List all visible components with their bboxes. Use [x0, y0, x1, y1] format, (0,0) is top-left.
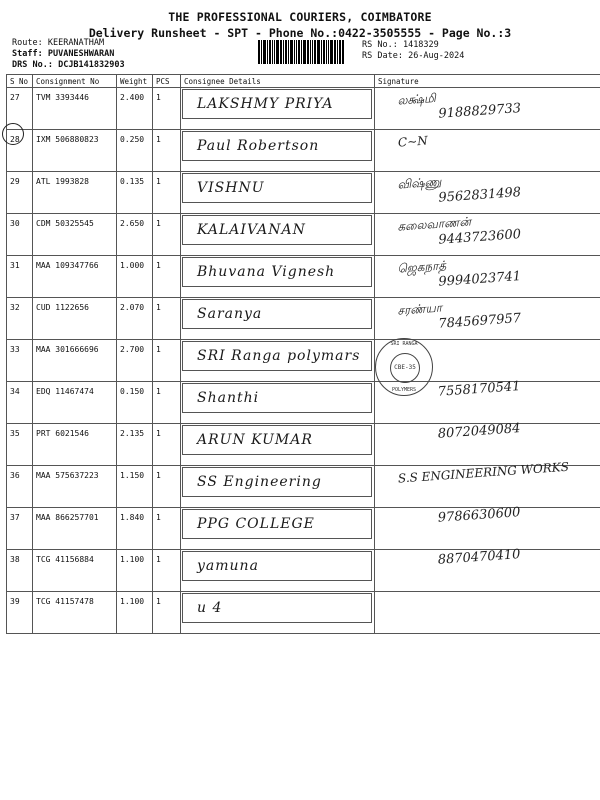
consignee-handwriting: Saranya [197, 306, 263, 322]
cell-consignment-no: MAA 109347766 [33, 256, 117, 298]
cell-consignee [181, 424, 375, 466]
cell-sno: 33 [7, 340, 33, 382]
cell-weight: 0.150 [117, 382, 153, 424]
cell-weight: 2.070 [117, 298, 153, 340]
stamp-top-text: SRI RANGA [390, 341, 418, 347]
cell-sno: 36 [7, 466, 33, 508]
cell-sno: 32 [7, 298, 33, 340]
cell-consignee [181, 130, 375, 172]
cell-consignee [181, 592, 375, 634]
cell-sno: 35 [7, 424, 33, 466]
cell-pcs: 1 [153, 256, 181, 298]
cell-consignment-no: ATL 1993828 [33, 172, 117, 214]
barcode [258, 40, 358, 64]
cell-pcs: 1 [153, 592, 181, 634]
cell-weight: 2.400 [117, 88, 153, 130]
consignee-box [182, 509, 372, 539]
consignee-handwriting: Bhuvana Vignesh [197, 264, 336, 280]
cell-consignee [181, 88, 375, 130]
cell-weight: 2.135 [117, 424, 153, 466]
consignee-handwriting: yamuna [197, 558, 259, 574]
cell-sno: 38 [7, 550, 33, 592]
signature-text: S.S ENGINEERING WORKS [397, 459, 570, 486]
route-value: KEERANATHAM [47, 38, 105, 48]
cell-sno: 34 [7, 382, 33, 424]
staff-value: PUVANESHWARAN [47, 49, 115, 59]
cell-weight: 2.650 [117, 214, 153, 256]
cell-weight: 1.100 [117, 550, 153, 592]
signature-text: லக்ஷ்மி [396, 90, 437, 108]
cell-consignee [181, 466, 375, 508]
signature-phone: 7558170541 [437, 379, 521, 400]
col-header-weight: Weight [117, 75, 153, 88]
signature-phone: 9443723600 [437, 227, 522, 248]
cell-sno: 27 [7, 88, 33, 130]
cell-sno: 31 [7, 256, 33, 298]
cell-weight: 0.135 [117, 172, 153, 214]
signature-phone: 8870470410 [437, 547, 521, 568]
col-header-consignment: Consignment No [33, 75, 117, 88]
signature-text: கலைவாணன் [396, 214, 472, 234]
cell-pcs: 1 [153, 508, 181, 550]
signature-text: விஷ்ணு [396, 174, 442, 192]
cell-consignment-no: TCG 41156884 [33, 550, 117, 592]
consignee-handwriting: Shanthi [197, 390, 260, 406]
drs-label: DRS No.: [12, 60, 53, 70]
consignee-handwriting: Paul Robertson [197, 138, 320, 154]
cell-pcs: 1 [153, 340, 181, 382]
col-header-consignee: Consignee Details [181, 75, 375, 88]
consignee-handwriting: SRI Ranga polymars [197, 348, 361, 364]
staff-label: Staff: [12, 49, 43, 59]
cell-pcs: 1 [153, 88, 181, 130]
cell-weight: 1.150 [117, 466, 153, 508]
cell-pcs: 1 [153, 130, 181, 172]
signature-phone: 7845697957 [437, 311, 522, 332]
consignee-handwriting: u 4 [197, 600, 223, 616]
page-title: THE PROFESSIONAL COURIERS, COIMBATORE [168, 10, 432, 24]
consignee-handwriting: LAKSHMY PRIYA [197, 96, 334, 112]
consignee-box [182, 467, 372, 497]
consignee-box [182, 89, 372, 119]
consignee-handwriting: PPG COLLEGE [197, 516, 315, 532]
cell-weight: 1.000 [117, 256, 153, 298]
cell-weight: 1.100 [117, 592, 153, 634]
cell-pcs: 1 [153, 214, 181, 256]
drs-value: DCJB141832903 [58, 60, 125, 70]
cell-pcs: 1 [153, 298, 181, 340]
cell-consignment-no: MAA 866257701 [33, 508, 117, 550]
col-header-signature: Signature [375, 75, 600, 88]
signature-phone: 9188829733 [437, 101, 522, 122]
cell-signature [375, 592, 600, 634]
table-row [7, 172, 600, 214]
signature-text: ஜெகநாத் [396, 258, 447, 276]
rs-date-line [362, 51, 464, 61]
cell-consignment-no: IXM 506880823 [33, 130, 117, 172]
cell-sno: 30 [7, 214, 33, 256]
page-subtitle: Delivery Runsheet - SPT - Phone No.:0422-3505555 - Page No.:3 [88, 26, 512, 40]
table-row [7, 130, 600, 172]
cell-consignment-no: CDM 50325545 [33, 214, 117, 256]
cell-consignee [181, 298, 375, 340]
consignee-box [182, 173, 372, 203]
cell-consignment-no: MAA 301666696 [33, 340, 117, 382]
cell-pcs: 1 [153, 172, 181, 214]
signature-phone: 9994023741 [437, 269, 522, 290]
handwritten-circle-mark [2, 123, 24, 145]
cell-pcs: 1 [153, 550, 181, 592]
consignee-box [182, 551, 372, 581]
staff-line [12, 49, 114, 59]
table-row [7, 256, 600, 298]
consignee-box [182, 383, 372, 413]
table-row [7, 592, 600, 634]
consignee-handwriting: ARUN KUMAR [197, 432, 313, 448]
rs-no-value: 1418329 [402, 40, 439, 50]
consignee-box [182, 299, 372, 329]
cell-sno: 28 [7, 130, 33, 172]
signature-phone: 9562831498 [437, 185, 522, 206]
consignee-box [182, 425, 372, 455]
cell-pcs: 1 [153, 424, 181, 466]
cell-consignee [181, 214, 375, 256]
cell-sno: 39 [7, 592, 33, 634]
table-row [7, 466, 600, 508]
cell-consignment-no: PRT 6021546 [33, 424, 117, 466]
stamp-center-text: CBE-35 [390, 353, 420, 383]
table-row [7, 424, 600, 466]
cell-consignment-no: EDQ 11467474 [33, 382, 117, 424]
company-seal-stamp [375, 338, 433, 396]
consignee-box [182, 215, 372, 245]
col-header-pcs: PCS [153, 75, 181, 88]
cell-consignee [181, 382, 375, 424]
signature-phone: 8072049084 [437, 421, 521, 442]
cell-consignee [181, 508, 375, 550]
table-row [7, 508, 600, 550]
cell-consignment-no: TCG 41157478 [33, 592, 117, 634]
col-header-sno: S No [7, 75, 33, 88]
cell-pcs: 1 [153, 382, 181, 424]
cell-weight: 0.250 [117, 130, 153, 172]
cell-weight: 1.840 [117, 508, 153, 550]
signature-phone: 9786630600 [437, 505, 521, 526]
cell-sno: 37 [7, 508, 33, 550]
cell-consignment-no: TVM 3393446 [33, 88, 117, 130]
consignee-box [182, 593, 372, 623]
consignee-box [182, 131, 372, 161]
rs-no-line [362, 40, 439, 50]
table-row [7, 340, 600, 382]
table-row [7, 298, 600, 340]
consignee-box [182, 257, 372, 287]
route-label: Route: [12, 38, 43, 48]
rs-date-value: 26-Aug-2024 [408, 51, 465, 61]
table-row [7, 550, 600, 592]
consignee-handwriting: VISHNU [197, 180, 265, 196]
stamp-bottom-text: POLYMERS [391, 387, 417, 393]
drs-line [12, 60, 125, 70]
cell-consignee [181, 172, 375, 214]
consignee-box [182, 341, 372, 371]
consignee-handwriting: SS Engineering [197, 474, 322, 490]
table-row [7, 88, 600, 130]
table-row [7, 382, 600, 424]
cell-consignment-no: CUD 1122656 [33, 298, 117, 340]
rs-date-label: RS Date: [362, 51, 403, 61]
cell-pcs: 1 [153, 466, 181, 508]
cell-sno: 29 [7, 172, 33, 214]
runsheet-table [6, 74, 600, 634]
route-line [12, 38, 104, 48]
cell-consignee [181, 340, 375, 382]
cell-consignee [181, 550, 375, 592]
table-row [7, 214, 600, 256]
cell-consignee [181, 256, 375, 298]
cell-consignment-no: MAA 575637223 [33, 466, 117, 508]
signature-text: C~N [397, 133, 429, 150]
signature-text: சரண்யா [396, 300, 443, 318]
cell-weight: 2.700 [117, 340, 153, 382]
consignee-handwriting: KALAIVANAN [197, 222, 306, 238]
rs-no-label: RS No.: [362, 40, 398, 50]
